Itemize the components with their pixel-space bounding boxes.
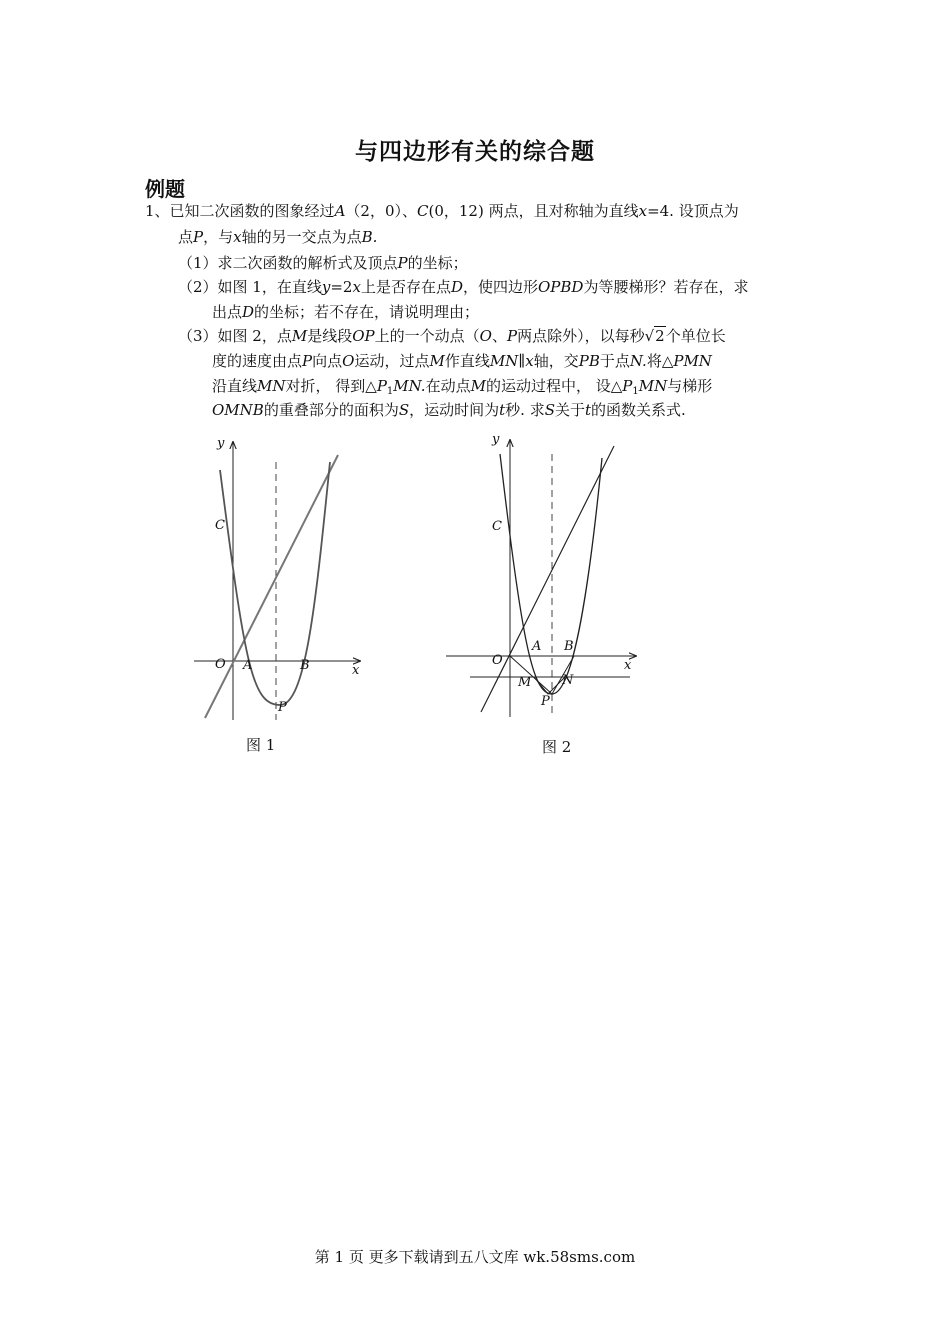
q3-var: t: [499, 401, 506, 419]
fig1-label-C: C: [215, 518, 225, 533]
q3-text: 与梯形: [667, 377, 713, 395]
figure-2: [446, 432, 636, 718]
q3-text: 运动，过点: [354, 352, 430, 370]
q2-var: D: [450, 278, 463, 296]
stem-text: (0，12) 两点，且对称轴为直线: [428, 202, 639, 220]
q3-text: 关于: [554, 401, 585, 419]
q3-var: O: [342, 352, 355, 370]
q3-var: P: [302, 352, 313, 370]
q1-var: P: [397, 254, 408, 272]
q3-var: O: [479, 327, 492, 345]
q3-text: ∥: [518, 352, 526, 370]
q3-var: OMNB: [212, 401, 264, 419]
stem-text: ，与: [203, 228, 234, 246]
q2-var: OPBD: [538, 278, 584, 296]
stem-var: x: [638, 202, 648, 220]
q3-text: 沿直线: [212, 377, 258, 395]
q3-var: N.: [629, 352, 647, 370]
fig2-label-C: C: [492, 519, 502, 534]
stem-text: 点: [178, 228, 194, 246]
fig2-label-O: O: [492, 653, 503, 668]
fig1-label-P: P: [278, 700, 287, 715]
problem-number: 1、: [145, 202, 170, 220]
stem-var: A: [334, 202, 346, 220]
fig1-label-A: A: [243, 658, 253, 673]
q3-text: 向点: [312, 352, 343, 370]
q2-text: =2: [330, 278, 353, 296]
q3-var: M: [470, 377, 486, 395]
q3-subscript: 1: [632, 386, 639, 397]
section-heading: 例题: [145, 177, 185, 201]
stem-text: 轴的另一交点为点: [241, 228, 362, 246]
q3-subscript: 1: [386, 386, 394, 397]
q3-var: MN: [257, 377, 286, 395]
figure-1-caption: 图 1: [246, 736, 276, 754]
fig2-label-N: N: [562, 673, 574, 688]
stem-text: （2，0）、: [345, 202, 417, 220]
fig2-label-B: B: [564, 639, 574, 654]
stem-var: B.: [361, 228, 378, 246]
sqrt-radicand: 2: [655, 327, 665, 345]
q3-var: M: [429, 352, 445, 370]
q3-var: MN.: [393, 377, 426, 395]
q1-text: （1）求二次函数的解析式及顶点: [178, 254, 398, 272]
q2-text: 的坐标；若不存在，请说明理由；: [254, 303, 480, 321]
q3-text: 个单位长: [665, 327, 726, 345]
q3-text: ，运动时间为: [409, 401, 500, 419]
stem-var: P: [193, 228, 204, 246]
q3-var: OP: [352, 327, 375, 345]
fig2-label-M: M: [518, 675, 532, 690]
figure-1: [194, 436, 360, 720]
q3-text: 对折， 得到△: [285, 377, 377, 395]
fig1-label-O: O: [215, 657, 226, 672]
q3-var: P: [622, 377, 633, 395]
stem-var: C: [417, 202, 429, 220]
q3-var: x: [525, 352, 534, 370]
q3-var: P: [376, 377, 387, 395]
sqrt-symbol: √2: [644, 327, 665, 345]
fig2-label-P: P: [541, 694, 550, 709]
stem-text: 已知二次函数的图象经过: [169, 202, 335, 220]
fig1-label-x: x: [352, 663, 360, 678]
fig1-label-y: y: [217, 436, 225, 451]
fig1-parabola: [220, 462, 330, 705]
q3-var: PB: [578, 352, 600, 370]
stem-var: x: [233, 228, 242, 246]
q3-text: 作直线: [444, 352, 490, 370]
q3-text: 是线段: [307, 327, 353, 345]
q3-var: M: [291, 327, 308, 345]
q3-text: 、: [491, 327, 507, 345]
fig2-label-y: y: [492, 432, 500, 447]
q3-var: PMN: [673, 352, 712, 370]
fig2-parabola: [500, 454, 602, 694]
q3-var: S: [544, 401, 555, 419]
q3-text: 的运动过程中， 设△: [485, 377, 623, 395]
q3-var: S: [398, 401, 410, 419]
page-footer: 第 1 页 更多下载请到五八文库 wk.58sms.com: [314, 1248, 636, 1266]
q3-var: MN: [638, 377, 668, 395]
q2-text: （2）如图 1，在直线: [178, 278, 322, 296]
q2-text: 出点: [212, 303, 243, 321]
q2-var: x: [352, 278, 361, 296]
q3-text: （3）如图 2，点: [178, 327, 292, 345]
fig2-label-A: A: [532, 639, 542, 654]
figure-2-caption: 图 2: [542, 738, 572, 756]
q3-text: 在动点: [425, 377, 471, 395]
q3-text: 上的一个动点（: [374, 327, 480, 345]
q3-text: 轴，交: [533, 352, 579, 370]
q3-text: 的函数关系式.: [591, 401, 686, 419]
q3-var: P: [506, 327, 518, 345]
fig1-line-y-2x: [205, 455, 338, 718]
q2-text: 上是否存在点: [360, 278, 451, 296]
q3-text: 度的速度由点: [212, 352, 303, 370]
q3-text: 两点除外），以每秒: [517, 327, 645, 345]
q2-text: 为等腰梯形？若存在，求: [583, 278, 749, 296]
q3-var: t: [585, 401, 592, 419]
q2-var: y: [321, 278, 331, 296]
fig2-line-y-2x: [481, 446, 614, 712]
fig2-label-x: x: [624, 658, 632, 673]
fig1-label-B: B: [300, 658, 310, 673]
stem-text: =4. 设顶点为: [647, 202, 739, 220]
q3-text: 将△: [646, 352, 674, 370]
q3-text: 秒. 求: [505, 401, 545, 419]
q2-text: ，使四边形: [462, 278, 538, 296]
q3-text: 于点: [599, 352, 630, 370]
page-title: 与四边形有关的综合题: [355, 139, 595, 165]
q3-var: MN: [489, 352, 519, 370]
q3-text: 的重叠部分的面积为: [263, 401, 399, 419]
q1-text: 的坐标；: [407, 254, 468, 272]
q2-var: D: [242, 303, 255, 321]
